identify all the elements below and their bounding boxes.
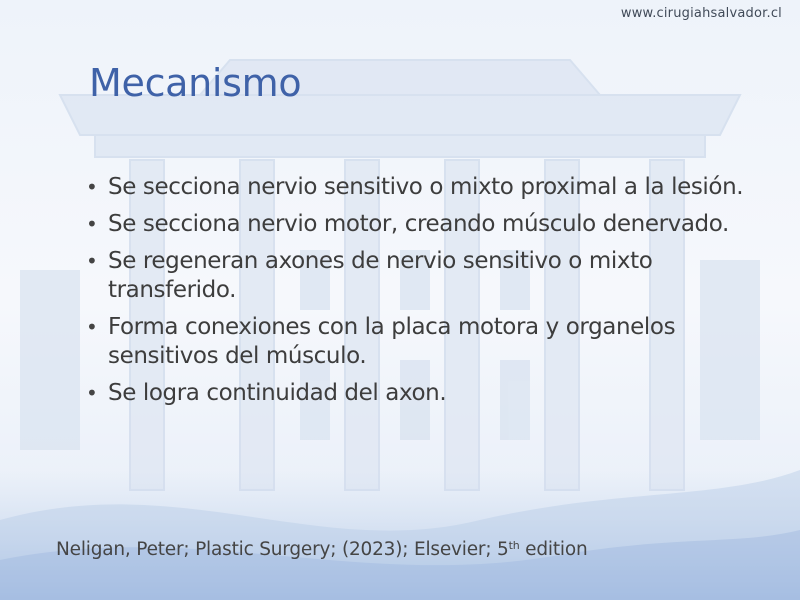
bullet-text: Se regeneran axones de nervio sensitivo o mixto transferido. [108,248,653,303]
bullet-item-1 [84,173,774,202]
website-watermark: www.cirugiahsalvador.cl [620,6,782,21]
citation-edition: edition [519,539,588,560]
bullet-item-2 [84,210,774,239]
bullet-icon: • [86,249,98,273]
bullet-item-3 [84,247,774,305]
bullet-icon: • [86,212,98,236]
bullet-text: Forma conexiones con la placa motora y organelos sensitivos del músculo. [108,314,676,369]
citation-superscript: th [508,538,520,552]
bullet-icon: • [86,315,98,339]
citation-text: Neligan, Peter; Plastic Surgery; (2023); Elsevier; 5 [56,539,509,560]
bullet-item-5 [84,379,774,408]
citation-reference [56,537,587,563]
bullet-list [84,173,774,416]
bullet-icon: • [86,381,98,405]
bullet-item-4 [84,313,774,371]
slide-title: Mecanismo [89,61,302,105]
bullet-text: Se secciona nervio sensitivo o mixto proximal a la lesión. [108,174,744,200]
bullet-text: Se logra continuidad del axon. [108,380,447,406]
bullet-icon: • [86,175,98,199]
bullet-text: Se secciona nervio motor, creando músculo denervado. [108,211,729,237]
